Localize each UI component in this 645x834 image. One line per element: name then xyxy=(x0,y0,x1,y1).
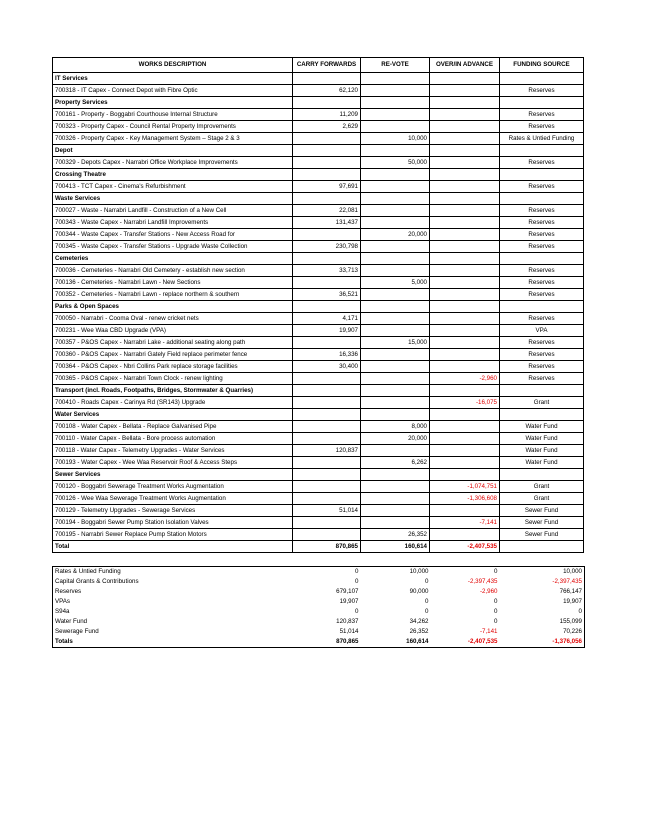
empty-cell xyxy=(293,253,361,265)
over-in-advance-value xyxy=(430,313,500,325)
re-vote-value xyxy=(361,181,430,193)
table-row xyxy=(53,457,584,469)
table-row xyxy=(53,133,584,145)
summary-row xyxy=(53,617,585,627)
section-row xyxy=(53,409,584,421)
carry-forwards-value xyxy=(293,517,361,529)
funding-source: Reserves xyxy=(500,277,584,289)
table-row xyxy=(53,325,584,337)
summary-total: -1,376,056 xyxy=(500,637,585,648)
over-in-advance-value xyxy=(430,121,500,133)
empty-cell xyxy=(500,409,584,421)
over-in-advance-value xyxy=(430,181,500,193)
section-title: Sewer Services xyxy=(53,469,293,481)
carry-forwards-value xyxy=(293,529,361,541)
carry-forwards-value xyxy=(293,277,361,289)
section-title: IT Services xyxy=(53,73,293,85)
empty-cell xyxy=(500,145,584,157)
over-in-advance-value xyxy=(430,361,500,373)
table-row xyxy=(53,265,584,277)
summary-total-row xyxy=(53,637,585,648)
works-description: 700027 - Waste - Narrabri Landfill - Construction of a New Cell xyxy=(53,205,293,217)
re-vote-value xyxy=(361,217,430,229)
section-title: Cemeteries xyxy=(53,253,293,265)
summary-row xyxy=(53,627,585,637)
summary-total: 155,099 xyxy=(500,617,585,627)
empty-cell xyxy=(293,97,361,109)
over-in-advance-value xyxy=(430,109,500,121)
re-vote-value: 20,000 xyxy=(361,433,430,445)
over-in-advance-value xyxy=(430,157,500,169)
empty-cell xyxy=(500,73,584,85)
funding-source: Water Fund xyxy=(500,445,584,457)
summary-label: S94a xyxy=(55,608,70,615)
funding-source: Reserves xyxy=(500,85,584,97)
table-row xyxy=(53,229,584,241)
table-row xyxy=(53,493,584,505)
carry-forwards-value: 16,336 xyxy=(293,349,361,361)
section-title: Property Services xyxy=(53,97,293,109)
section-row xyxy=(53,301,584,313)
re-vote-value: 6,262 xyxy=(361,457,430,469)
summary-row xyxy=(53,567,585,578)
empty-cell xyxy=(293,193,361,205)
summary-label: Rates & Untied Funding xyxy=(55,568,121,575)
over-in-advance-value xyxy=(430,505,500,517)
carry-forwards-value: 30,400 xyxy=(293,361,361,373)
empty-cell xyxy=(361,73,430,85)
funding-source: Reserves xyxy=(500,157,584,169)
carry-forwards-value xyxy=(293,433,361,445)
re-vote-value xyxy=(361,397,430,409)
re-vote-value xyxy=(361,505,430,517)
total-funding-source xyxy=(500,541,584,553)
summary-re-vote: 0 xyxy=(425,598,429,605)
re-vote-value: 50,000 xyxy=(361,157,430,169)
table-row xyxy=(53,349,584,361)
re-vote-value: 26,352 xyxy=(361,529,430,541)
carry-forwards-value: 131,437 xyxy=(293,217,361,229)
section-row xyxy=(53,73,584,85)
works-description: 700118 - Water Capex - Telemetry Upgrades - Water Services xyxy=(53,445,293,457)
over-in-advance-value xyxy=(430,325,500,337)
table-row xyxy=(53,241,584,253)
works-description: 700326 - Property Capex - Key Management System – Stage 2 & 3 xyxy=(53,133,293,145)
over-in-advance-value xyxy=(430,457,500,469)
over-in-advance-value xyxy=(430,265,500,277)
table-row xyxy=(53,289,584,301)
works-description: 700413 - TCT Capex - Cinema's Refurbishment xyxy=(53,181,293,193)
empty-cell xyxy=(430,253,500,265)
funding-source: Reserves xyxy=(500,121,584,133)
section-row xyxy=(53,253,584,265)
re-vote-value xyxy=(361,289,430,301)
summary-label: Sewerage Fund xyxy=(55,628,99,635)
works-description: 700194 - Boggabri Sewer Pump Station Isolation Valves xyxy=(53,517,293,529)
works-description: 700318 - IT Capex - Connect Depot with Fibre Optic xyxy=(53,85,293,97)
header-over-in-advance: OVER/IN ADVANCE xyxy=(430,58,500,73)
empty-cell xyxy=(500,385,584,397)
table-row xyxy=(53,157,584,169)
carry-forwards-value: 33,713 xyxy=(293,265,361,277)
section-row xyxy=(53,169,584,181)
works-description: 700050 - Narrabri - Cooma Oval - renew cricket nets xyxy=(53,313,293,325)
works-description: 700357 - P&OS Capex - Narrabri Lake - additional seating along path xyxy=(53,337,293,349)
section-row xyxy=(53,193,584,205)
re-vote-value xyxy=(361,109,430,121)
funding-source: Reserves xyxy=(500,337,584,349)
funding-source: Reserves xyxy=(500,361,584,373)
carry-forwards-value xyxy=(293,421,361,433)
summary-row xyxy=(53,607,585,617)
funding-source: Reserves xyxy=(500,313,584,325)
summary-label: Capital Grants & Contributions xyxy=(55,578,139,585)
summary-over-in-advance: 0 xyxy=(494,608,498,615)
summary-label: Water Fund xyxy=(55,618,88,625)
carry-forwards-value: 230,798 xyxy=(293,241,361,253)
section-title: Depot xyxy=(53,145,293,157)
re-vote-value xyxy=(361,373,430,385)
table-row xyxy=(53,217,584,229)
carry-forwards-value: 22,081 xyxy=(293,205,361,217)
over-in-advance-value xyxy=(430,337,500,349)
re-vote-value xyxy=(361,121,430,133)
funding-summary-table xyxy=(52,566,585,648)
summary-carry-forwards: 0 xyxy=(355,568,359,575)
funding-source: Reserves xyxy=(500,229,584,241)
empty-cell xyxy=(361,385,430,397)
re-vote-value xyxy=(361,349,430,361)
re-vote-value xyxy=(361,517,430,529)
table-row xyxy=(53,373,584,385)
carry-forwards-value: 120,837 xyxy=(293,445,361,457)
empty-cell xyxy=(361,409,430,421)
header-carry-forwards: CARRY FORWARDS xyxy=(293,58,361,73)
table-row xyxy=(53,529,584,541)
section-row xyxy=(53,469,584,481)
summary-total: 0 xyxy=(500,607,585,617)
header-funding-source: FUNDING SOURCE xyxy=(500,58,584,73)
funding-source: Reserves xyxy=(500,241,584,253)
empty-cell xyxy=(430,301,500,313)
summary-label: Totals xyxy=(55,638,73,645)
summary-carry-forwards: 120,837 xyxy=(336,618,359,625)
funding-source: Reserves xyxy=(500,289,584,301)
empty-cell xyxy=(430,73,500,85)
works-description: 700108 - Water Capex - Bellata - Replace Galvanised Pipe xyxy=(53,421,293,433)
re-vote-value: 8,000 xyxy=(361,421,430,433)
summary-carry-forwards: 51,014 xyxy=(339,628,359,635)
carry-forwards-value xyxy=(293,229,361,241)
table-row xyxy=(53,421,584,433)
empty-cell xyxy=(293,145,361,157)
empty-cell xyxy=(500,193,584,205)
summary-row xyxy=(53,587,585,597)
summary-row xyxy=(53,577,585,587)
section-row xyxy=(53,385,584,397)
summary-over-in-advance: -2,960 xyxy=(479,588,498,595)
section-row xyxy=(53,97,584,109)
works-description: 700136 - Cemeteries - Narrabri Lawn - New Sections xyxy=(53,277,293,289)
empty-cell xyxy=(430,409,500,421)
works-description: 700036 - Cemeteries - Narrabri Old Cemetery - establish new section xyxy=(53,265,293,277)
table-row xyxy=(53,505,584,517)
over-in-advance-value xyxy=(430,205,500,217)
over-in-advance-value: -1,074,751 xyxy=(430,481,500,493)
over-in-advance-value: -16,075 xyxy=(430,397,500,409)
works-description: 700365 - P&OS Capex - Narrabri Town Clock - renew lighting xyxy=(53,373,293,385)
empty-cell xyxy=(500,169,584,181)
works-description: 700352 - Cemeteries - Narrabri Lawn - replace northern & southern xyxy=(53,289,293,301)
over-in-advance-value xyxy=(430,445,500,457)
works-description: 700195 - Narrabri Sewer Replace Pump Station Motors xyxy=(53,529,293,541)
funding-source: Water Fund xyxy=(500,433,584,445)
funding-source: Water Fund xyxy=(500,421,584,433)
re-vote-value xyxy=(361,481,430,493)
works-description: 700161 - Property - Boggabri Courthouse Internal Structure xyxy=(53,109,293,121)
carry-forwards-value xyxy=(293,133,361,145)
works-description: 700364 - P&OS Capex - Nbri Collins Park replace storage facilities xyxy=(53,361,293,373)
table-row xyxy=(53,337,584,349)
re-vote-value: 20,000 xyxy=(361,229,430,241)
funding-source: Reserves xyxy=(500,181,584,193)
section-title: Crossing Theatre xyxy=(53,169,293,181)
summary-carry-forwards: 0 xyxy=(355,608,359,615)
works-description: 700129 - Telemetry Upgrades - Sewerage Services xyxy=(53,505,293,517)
summary-total: 10,000 xyxy=(500,567,585,578)
section-title: Waste Services xyxy=(53,193,293,205)
funding-source: Reserves xyxy=(500,349,584,361)
summary-carry-forwards: 679,107 xyxy=(336,588,359,595)
over-in-advance-value xyxy=(430,433,500,445)
table-row xyxy=(53,277,584,289)
re-vote-value xyxy=(361,265,430,277)
summary-over-in-advance: 0 xyxy=(494,618,498,625)
empty-cell xyxy=(361,145,430,157)
table-row xyxy=(53,121,584,133)
carry-forwards-value: 51,014 xyxy=(293,505,361,517)
funding-source: Water Fund xyxy=(500,457,584,469)
funding-source: Sewer Fund xyxy=(500,517,584,529)
over-in-advance-value: -7,141 xyxy=(430,517,500,529)
empty-cell xyxy=(500,97,584,109)
funding-source: Sewer Fund xyxy=(500,529,584,541)
works-table xyxy=(52,57,584,553)
summary-total: -2,397,435 xyxy=(500,577,585,587)
summary-over-in-advance: -7,141 xyxy=(479,628,498,635)
summary-total: 766,147 xyxy=(500,587,585,597)
empty-cell xyxy=(361,301,430,313)
over-in-advance-value: -2,960 xyxy=(430,373,500,385)
carry-forwards-value: 36,521 xyxy=(293,289,361,301)
re-vote-value xyxy=(361,241,430,253)
carry-forwards-value xyxy=(293,397,361,409)
carry-forwards-value xyxy=(293,157,361,169)
summary-label: Reserves xyxy=(55,588,82,595)
summary-re-vote: 160,614 xyxy=(406,638,429,645)
over-in-advance-value: -1,306,608 xyxy=(430,493,500,505)
carry-forwards-value xyxy=(293,337,361,349)
works-description: 700193 - Water Capex - Wee Waa Reservoir Roof & Access Steps xyxy=(53,457,293,469)
summary-total: 70,226 xyxy=(500,627,585,637)
summary-label: VPAs xyxy=(55,598,71,605)
empty-cell xyxy=(293,301,361,313)
table-row xyxy=(53,517,584,529)
funding-source: Rates & Untied Funding xyxy=(500,133,584,145)
table-row xyxy=(53,397,584,409)
funding-source: Sewer Fund xyxy=(500,505,584,517)
carry-forwards-value xyxy=(293,373,361,385)
funding-source: Reserves xyxy=(500,373,584,385)
works-description: 700126 - Wee Waa Sewerage Treatment Works Augmentation xyxy=(53,493,293,505)
empty-cell xyxy=(293,169,361,181)
empty-cell xyxy=(361,469,430,481)
re-vote-value: 10,000 xyxy=(361,133,430,145)
funding-source: Reserves xyxy=(500,205,584,217)
table-row xyxy=(53,181,584,193)
over-in-advance-value xyxy=(430,85,500,97)
funding-source: Reserves xyxy=(500,109,584,121)
empty-cell xyxy=(500,469,584,481)
summary-re-vote: 90,000 xyxy=(409,588,429,595)
summary-total: 19,907 xyxy=(500,597,585,607)
re-vote-value xyxy=(361,313,430,325)
summary-over-in-advance: 0 xyxy=(494,598,498,605)
works-description: 700360 - P&OS Capex - Narrabri Gately Field replace perimeter fence xyxy=(53,349,293,361)
re-vote-value xyxy=(361,325,430,337)
carry-forwards-value xyxy=(293,481,361,493)
funding-source: Grant xyxy=(500,481,584,493)
carry-forwards-value: 19,907 xyxy=(293,325,361,337)
empty-cell xyxy=(430,385,500,397)
section-title: Transport (incl. Roads, Footpaths, Bridges, Stormwater & Quarries) xyxy=(53,385,293,397)
header-works-description: WORKS DESCRIPTION xyxy=(53,58,293,73)
summary-re-vote: 26,352 xyxy=(409,628,429,635)
total-label: Total xyxy=(53,541,293,553)
total-carry-forwards: 870,865 xyxy=(293,541,361,553)
table-row xyxy=(53,313,584,325)
over-in-advance-value xyxy=(430,289,500,301)
summary-over-in-advance: 0 xyxy=(494,568,498,575)
carry-forwards-value: 11,209 xyxy=(293,109,361,121)
table-row xyxy=(53,445,584,457)
funding-source: Reserves xyxy=(500,265,584,277)
over-in-advance-value xyxy=(430,217,500,229)
empty-cell xyxy=(361,253,430,265)
works-description: 700231 - Wee Waa CBD Upgrade (VPA) xyxy=(53,325,293,337)
empty-cell xyxy=(430,469,500,481)
empty-cell xyxy=(500,253,584,265)
table-row xyxy=(53,361,584,373)
works-description: 700344 - Waste Capex - Transfer Stations - New Access Road for xyxy=(53,229,293,241)
header-row xyxy=(53,58,584,73)
re-vote-value: 15,000 xyxy=(361,337,430,349)
works-description: 700345 - Waste Capex - Transfer Stations - Upgrade Waste Collection xyxy=(53,241,293,253)
works-description: 700120 - Boggabri Sewerage Treatment Works Augmentation xyxy=(53,481,293,493)
header-re-vote: RE-VOTE xyxy=(361,58,430,73)
works-description: 700323 - Property Capex - Council Rental Property Improvements xyxy=(53,121,293,133)
table-row xyxy=(53,205,584,217)
carry-forwards-value xyxy=(293,493,361,505)
empty-cell xyxy=(430,97,500,109)
table-row xyxy=(53,109,584,121)
table-row xyxy=(53,85,584,97)
empty-cell xyxy=(500,301,584,313)
funding-source: VPA xyxy=(500,325,584,337)
works-description: 700343 - Waste Capex - Narrabri Landfill Improvements xyxy=(53,217,293,229)
funding-source: Grant xyxy=(500,493,584,505)
section-row xyxy=(53,145,584,157)
over-in-advance-value xyxy=(430,229,500,241)
empty-cell xyxy=(430,145,500,157)
over-in-advance-value xyxy=(430,349,500,361)
summary-re-vote: 10,000 xyxy=(409,568,429,575)
section-title: Water Services xyxy=(53,409,293,421)
re-vote-value xyxy=(361,361,430,373)
total-re-vote: 160,614 xyxy=(361,541,430,553)
funding-source: Grant xyxy=(500,397,584,409)
summary-carry-forwards: 19,907 xyxy=(339,598,359,605)
works-description: 700110 - Water Capex - Bellata - Bore process automation xyxy=(53,433,293,445)
re-vote-value: 5,000 xyxy=(361,277,430,289)
re-vote-value xyxy=(361,85,430,97)
empty-cell xyxy=(293,409,361,421)
works-description: 700410 - Roads Capex - Carinya Rd (SR143) Upgrade xyxy=(53,397,293,409)
summary-re-vote: 0 xyxy=(425,608,429,615)
summary-row xyxy=(53,597,585,607)
summary-over-in-advance: -2,407,535 xyxy=(467,638,498,645)
carry-forwards-value: 97,691 xyxy=(293,181,361,193)
over-in-advance-value xyxy=(430,241,500,253)
section-title: Parks & Open Spaces xyxy=(53,301,293,313)
empty-cell xyxy=(293,385,361,397)
empty-cell xyxy=(293,73,361,85)
empty-cell xyxy=(361,97,430,109)
carry-forwards-value: 62,120 xyxy=(293,85,361,97)
summary-carry-forwards: 870,865 xyxy=(336,638,359,645)
empty-cell xyxy=(430,193,500,205)
carry-forwards-value: 4,171 xyxy=(293,313,361,325)
over-in-advance-value xyxy=(430,277,500,289)
over-in-advance-value xyxy=(430,529,500,541)
total-over-in-advance: -2,407,535 xyxy=(430,541,500,553)
empty-cell xyxy=(430,169,500,181)
re-vote-value xyxy=(361,205,430,217)
empty-cell xyxy=(361,169,430,181)
carry-forwards-value xyxy=(293,457,361,469)
empty-cell xyxy=(361,193,430,205)
over-in-advance-value xyxy=(430,421,500,433)
works-description: 700329 - Depots Capex - Narrabri Office Workplace Improvements xyxy=(53,157,293,169)
table-row xyxy=(53,481,584,493)
carry-forwards-value: 2,629 xyxy=(293,121,361,133)
over-in-advance-value xyxy=(430,133,500,145)
re-vote-value xyxy=(361,445,430,457)
summary-over-in-advance: -2,397,435 xyxy=(467,578,498,585)
summary-re-vote: 0 xyxy=(425,578,429,585)
total-row xyxy=(53,541,584,553)
summary-re-vote: 34,262 xyxy=(409,618,429,625)
table-row xyxy=(53,433,584,445)
re-vote-value xyxy=(361,493,430,505)
empty-cell xyxy=(293,469,361,481)
summary-carry-forwards: 0 xyxy=(355,578,359,585)
funding-source: Reserves xyxy=(500,217,584,229)
